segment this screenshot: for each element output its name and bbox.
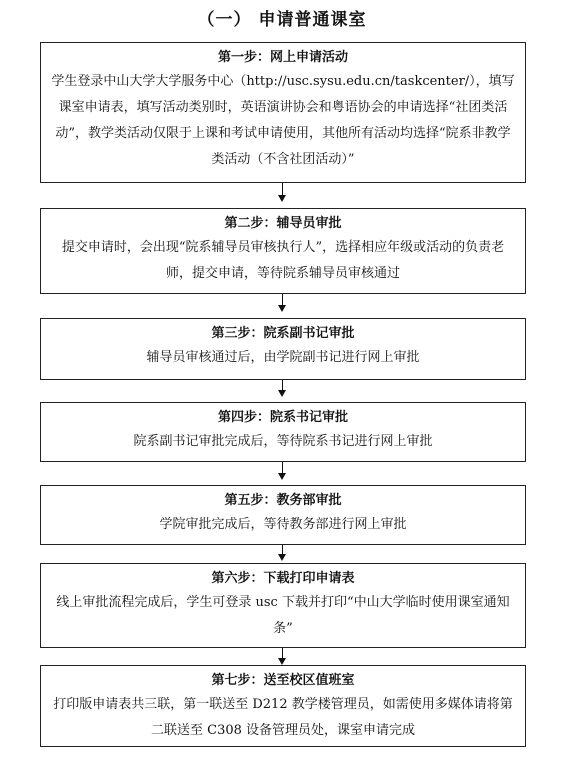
step-box-2: [40, 208, 526, 294]
connector-line: [282, 462, 283, 473]
connector-line: [282, 380, 283, 390]
connector-line: [282, 294, 283, 305]
step-body: 辅导员审核通过后，由学院副书记进行网上审批: [146, 350, 420, 365]
arrow-down-icon: [278, 195, 286, 202]
arrow-down-icon: [278, 554, 286, 561]
page-title: （一） 申请普通课室: [197, 10, 367, 30]
step-heading: 第七步：送至校区值班室: [211, 673, 355, 688]
step-body: 学院审批完成后，等待教务部进行网上审批: [159, 517, 407, 532]
connector-line: [282, 545, 283, 554]
step-box-4: [40, 402, 526, 462]
arrow-down-icon: [278, 390, 286, 397]
arrow-down-icon: [278, 305, 286, 312]
connector-line: [282, 183, 283, 195]
step-heading: 第六步：下载打印申请表: [211, 571, 355, 586]
step-box-6: [40, 563, 526, 648]
step-body: 学生登录中山大学大学服务中心（http://usc.sysu.edu.cn/taskcenter/），填写课室申请表，填写活动类别时，英语演讲协会和粤语协会的申请选择“社团类活动”，教学类活动仅限于上课和考试申请使用，其他所有活动均选择“院系非教学类活动（不含社团活动）”: [51, 74, 515, 167]
step-body: 打印版申请表共三联，第一联送至 D212 教学楼管理员，如需使用多媒体请将第二联送至 C308 设备管理员处，课室申请完成: [53, 697, 513, 738]
step-box-3: [40, 318, 526, 380]
step-heading: 第一步：网上申请活动: [217, 50, 348, 65]
step-body: 提交申请时，会出现“院系辅导员审核执行人”，选择相应年级或活动的负责老师，提交申请，等待院系辅导员审核通过: [61, 240, 505, 281]
step-heading: 第四步：院系书记审批: [217, 410, 348, 425]
step-heading: 第二步：辅导员审批: [224, 216, 342, 231]
step-box-7: [40, 665, 526, 747]
step-heading: 第五步：教务部审批: [224, 493, 342, 508]
step-box-1: [40, 42, 526, 183]
step-heading: 第三步：院系副书记审批: [211, 326, 355, 341]
arrow-down-icon: [278, 473, 286, 480]
step-box-5: [40, 485, 526, 545]
arrow-down-icon: [278, 658, 286, 665]
connector-line: [282, 648, 283, 658]
step-body: 院系副书记审批完成后，等待院系书记进行网上审批: [133, 434, 433, 449]
step-body: 线上审批流程完成后，学生可登录 usc 下载并打印“中山大学临时使用课室通知条”: [56, 595, 510, 636]
